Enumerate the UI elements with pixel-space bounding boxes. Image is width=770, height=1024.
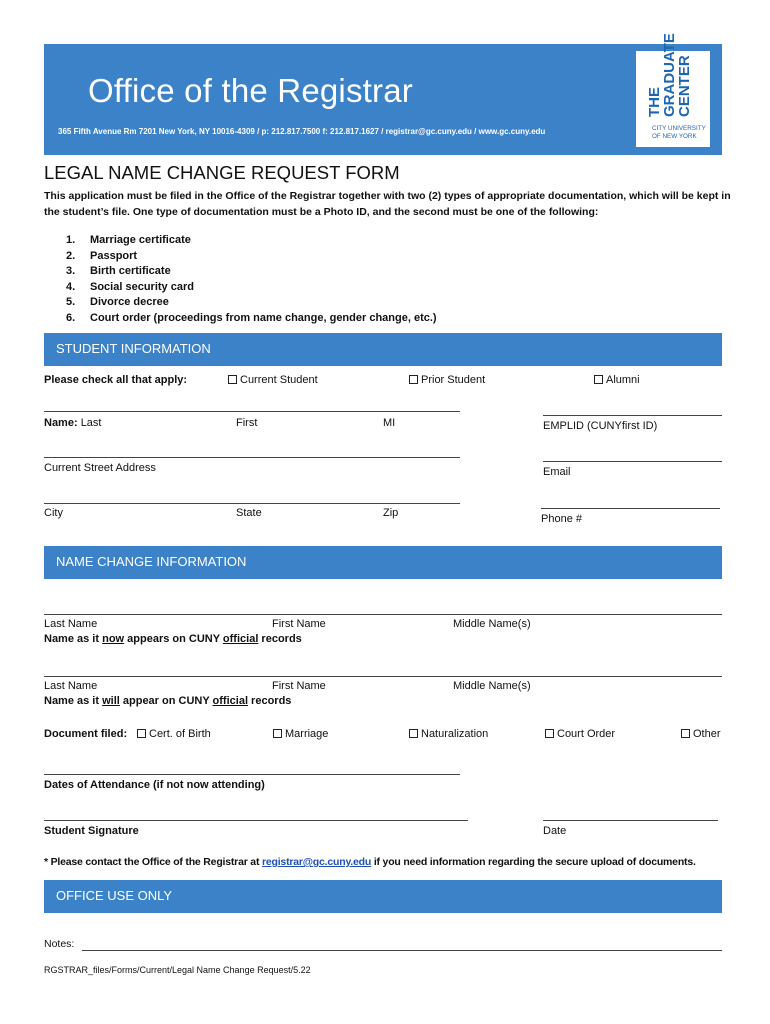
court-order-checkbox[interactable]: Court Order	[545, 728, 615, 740]
notes-label: Notes:	[44, 938, 75, 950]
new-last-name-label: Last Name	[44, 680, 98, 692]
document-filed-label: Document filed:	[44, 728, 128, 740]
zip-label: Zip	[383, 507, 399, 519]
name-field-line[interactable]	[44, 411, 460, 412]
logo-line-the: THE	[646, 87, 663, 117]
city-state-zip-line[interactable]	[44, 503, 460, 504]
checkbox-icon[interactable]	[545, 729, 554, 738]
name-change-section-header	[44, 546, 722, 579]
current-name-caption: Name as it now appears on CUNY official records	[44, 633, 302, 645]
email-label: Email	[543, 466, 571, 478]
office-use-section-header	[44, 880, 722, 913]
checkbox-icon[interactable]	[137, 729, 146, 738]
new-middle-name-label: Middle Name(s)	[453, 680, 531, 692]
checkbox-icon[interactable]	[681, 729, 690, 738]
prior-student-checkbox[interactable]: Prior Student	[409, 374, 485, 386]
checkbox-icon[interactable]	[228, 375, 237, 384]
registrar-email-link[interactable]: registrar@gc.cuny.edu	[261, 856, 372, 868]
student-info-section-header	[44, 333, 722, 366]
dates-attendance-label: Dates of Attendance (if not now attending)	[44, 779, 265, 791]
notes-line[interactable]	[82, 950, 722, 951]
list-item: 2. Passport	[66, 249, 138, 262]
checkbox-icon[interactable]	[409, 375, 418, 384]
date-label: Date	[543, 825, 567, 837]
form-intro: This application must be filed in the Office of the Registrar together with two (2) types of appropriate documentation, which will be kept in the student’s file. One type of documentation must be a Photo ID, and the second must be one of the following:	[44, 190, 731, 218]
list-item: 3. Birth certificate	[66, 265, 171, 277]
check-all-prompt: Please check all that apply:	[44, 374, 188, 386]
city-label: City	[44, 507, 63, 519]
logo-subtitle	[652, 125, 706, 141]
section-title: OFFICE USE ONLY	[56, 888, 173, 903]
phone-field-line[interactable]	[541, 508, 720, 509]
cert-of-birth-checkbox[interactable]: Cert. of Birth	[137, 728, 211, 740]
logo-line-center: CENTER	[676, 55, 693, 117]
mi-label: MI	[383, 417, 396, 429]
first-name-label: First	[236, 417, 258, 429]
new-name-caption: Name as it will appear on CUNY official records	[44, 695, 292, 707]
signature-line[interactable]	[44, 820, 468, 821]
other-checkbox[interactable]: Other	[681, 728, 721, 740]
alumni-checkbox[interactable]: Alumni	[594, 374, 640, 386]
emplid-label: EMPLID (CUNYfirst ID)	[543, 420, 658, 432]
current-middle-name-label: Middle Name(s)	[453, 618, 531, 630]
contact-address-line: 365 Fifth Avenue Rm 7201 New York, NY 10016-4309 / p: 212.817.7500 f: 212.817.1627 / registrar@gc.cuny.edu / www.gc.cuny.edu	[58, 127, 546, 136]
checkbox-icon[interactable]	[273, 729, 282, 738]
document-list	[66, 233, 437, 326]
new-first-name-label: First Name	[272, 680, 326, 692]
logo-line-graduate: GRADUATE	[661, 33, 678, 117]
name-last-label: Name: Last	[44, 417, 102, 429]
phone-label: Phone #	[541, 513, 582, 525]
current-name-line[interactable]	[44, 614, 722, 615]
page-title: Office of the Registrar	[88, 72, 413, 109]
current-student-checkbox[interactable]: Current Student	[228, 374, 318, 386]
list-item: 4. Social security card	[66, 280, 194, 293]
graduate-center-logo	[636, 33, 710, 147]
checkbox-icon[interactable]	[594, 375, 603, 384]
student-signature-label: Student Signature	[44, 825, 139, 837]
list-item: 5. Divorce decree	[66, 296, 169, 308]
section-title: STUDENT INFORMATION	[56, 341, 211, 356]
email-field-line[interactable]	[543, 461, 722, 462]
list-item: 6. Court order (proceedings from name change, gender change, etc.)	[66, 311, 437, 324]
naturalization-checkbox[interactable]: Naturalization	[409, 728, 488, 740]
checkbox-icon[interactable]	[409, 729, 418, 738]
logo-sub-line2: OF NEW YORK	[652, 133, 697, 140]
street-address-line[interactable]	[44, 457, 460, 458]
current-first-name-label: First Name	[272, 618, 326, 630]
street-address-label: Current Street Address	[44, 462, 156, 474]
emplid-field-line[interactable]	[543, 415, 722, 416]
list-item: 1. Marriage certificate	[66, 234, 191, 246]
dates-attendance-line[interactable]	[44, 774, 460, 775]
logo-wordmark	[646, 33, 704, 119]
new-name-line[interactable]	[44, 676, 722, 677]
section-title: NAME CHANGE INFORMATION	[56, 554, 247, 569]
form-title: LEGAL NAME CHANGE REQUEST FORM	[44, 162, 400, 183]
date-line[interactable]	[543, 820, 718, 821]
logo-sub-line1: CITY UNIVERSITY	[652, 125, 706, 132]
current-last-name-label: Last Name	[44, 618, 98, 630]
marriage-checkbox[interactable]: Marriage	[273, 728, 328, 740]
state-label: State	[236, 507, 262, 519]
contact-note: * Please contact the Office of the Registrar at registrar@gc.cuny.edu if you need information regarding the secure upload of documents.	[44, 856, 696, 868]
footer-path: RGSTRAR_files/Forms/Current/Legal Name Change Request/5.22	[44, 965, 311, 975]
